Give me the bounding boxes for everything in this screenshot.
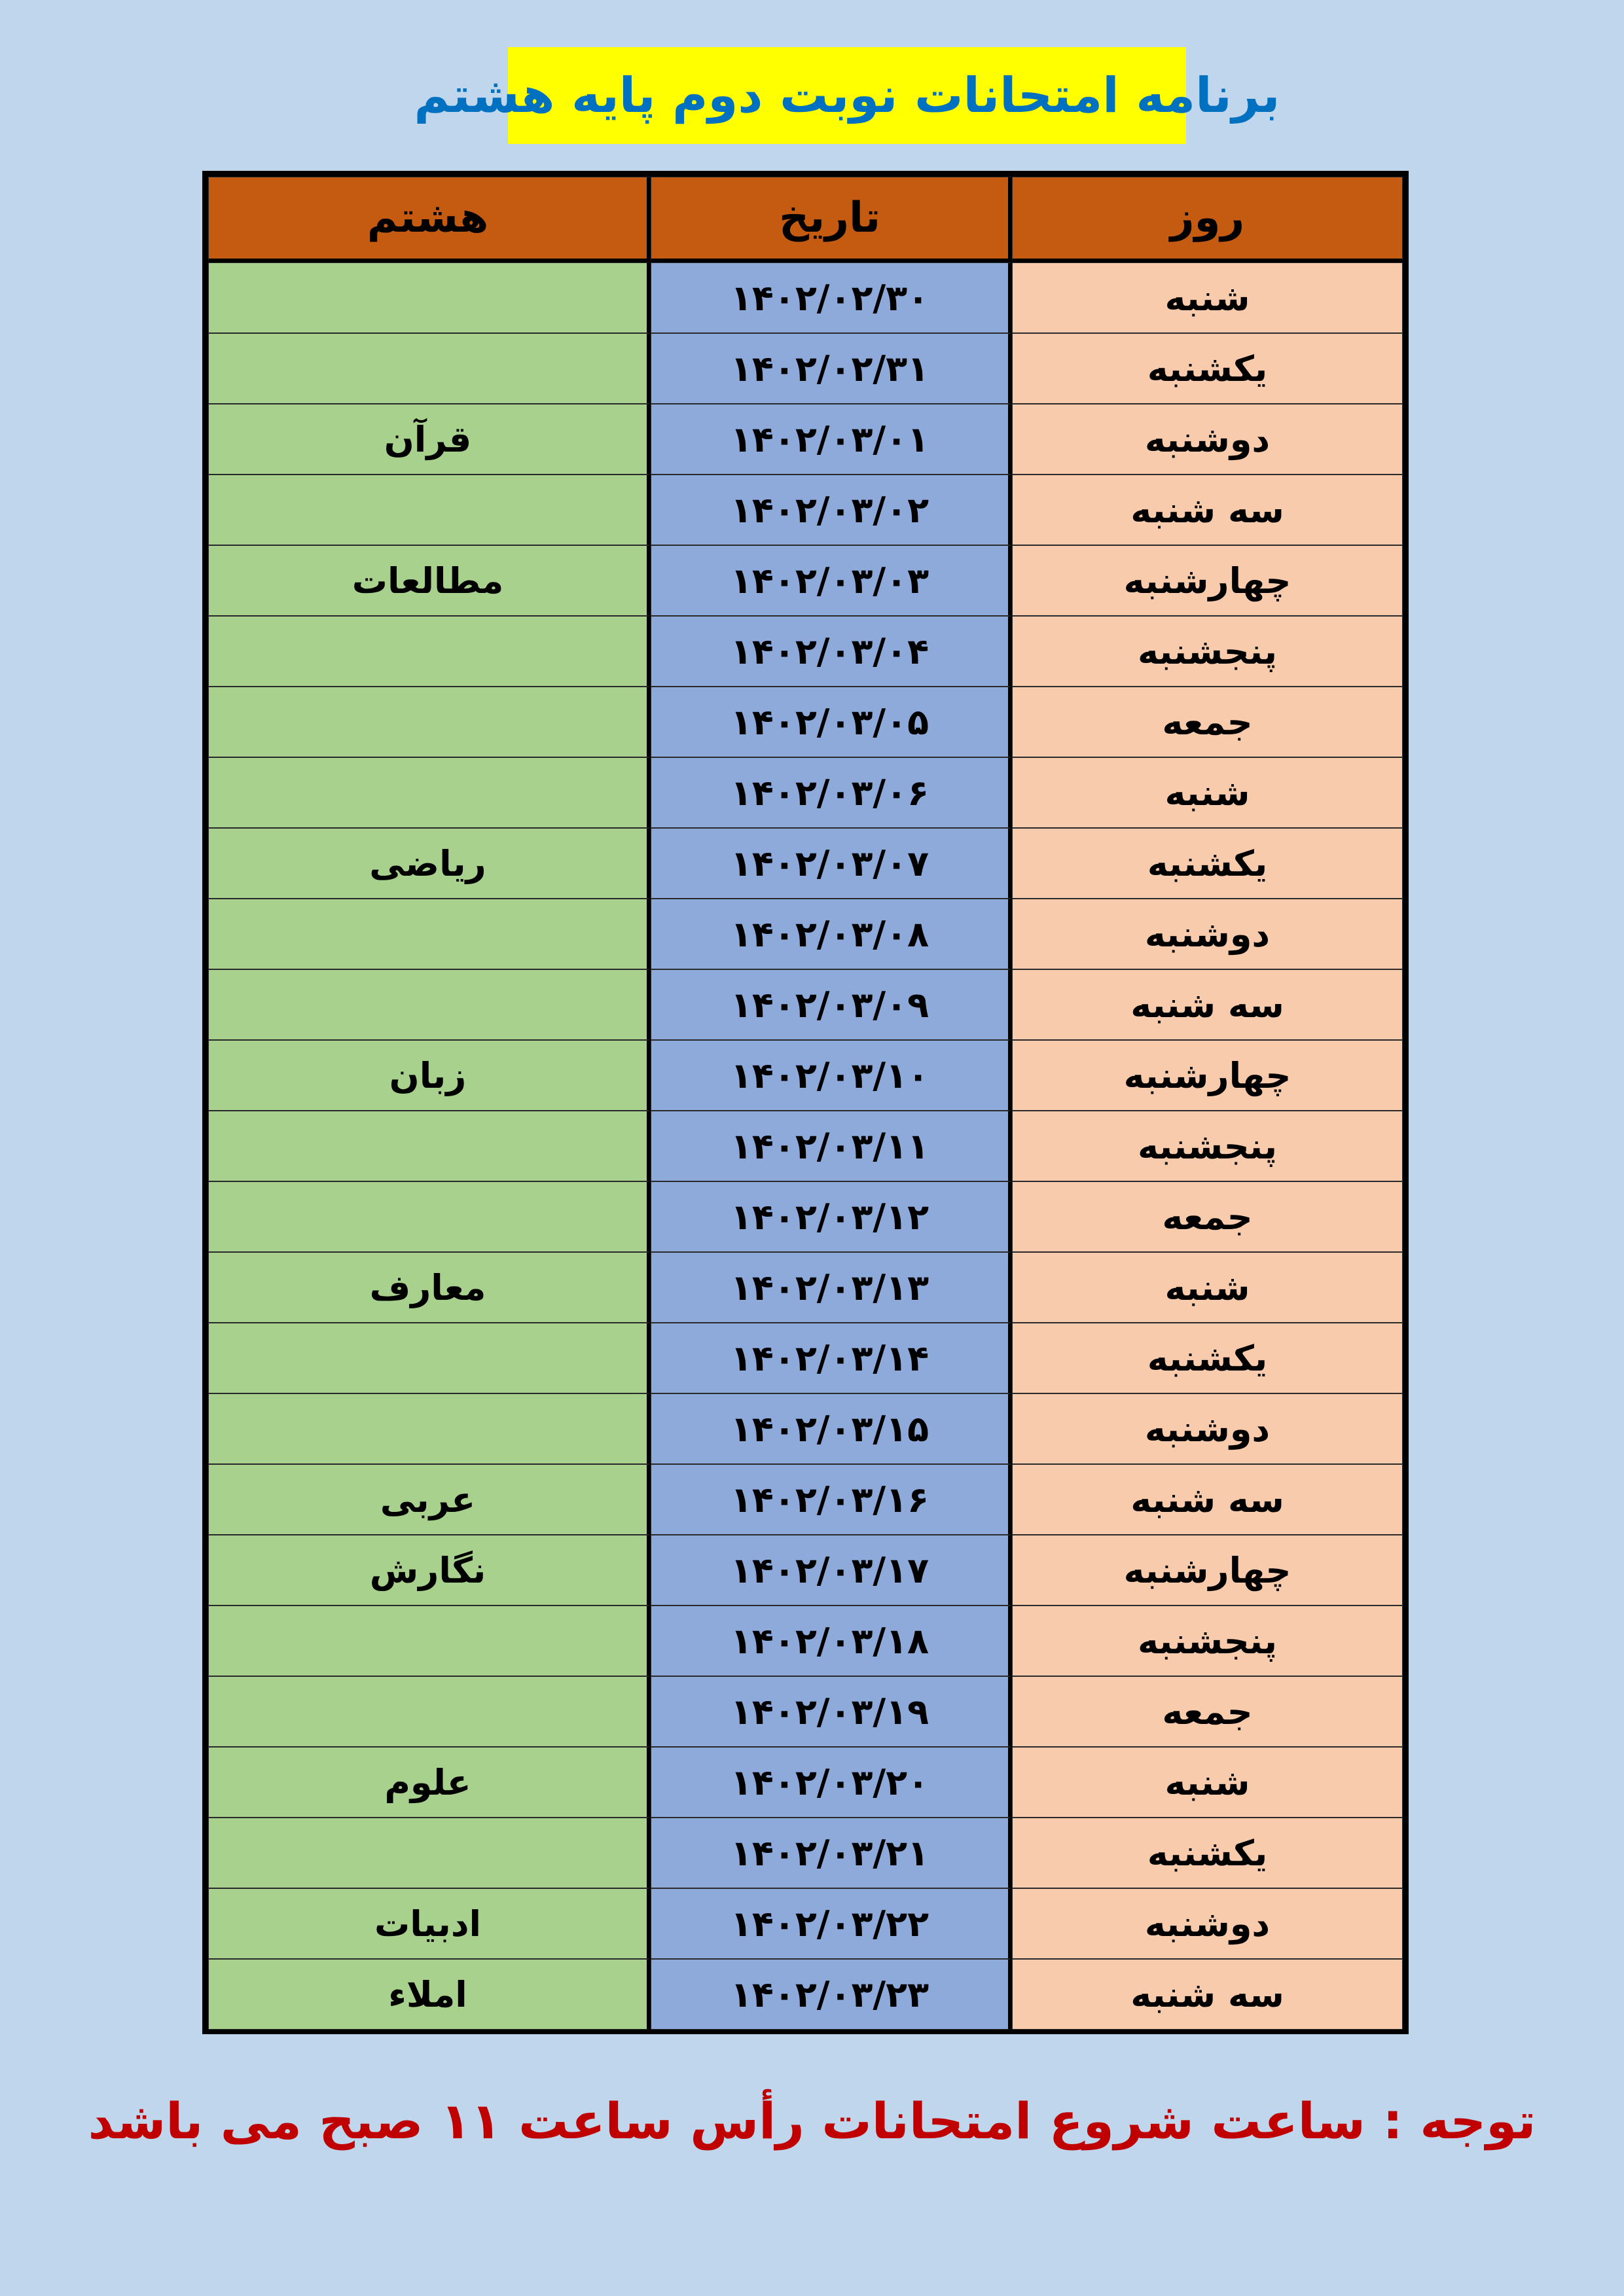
start-time-note: توجه : ساعت شروع امتحانات رأس ساعت ۱۱ صبح می باشد: [88, 2091, 1536, 2150]
table-row: [208, 1535, 1403, 1605]
table-row: [208, 1111, 1403, 1181]
day-cell: جمعه: [1012, 1676, 1403, 1747]
date-cell: ۱۴۰۲/۰۳/۱۳: [651, 1252, 1012, 1323]
subject-cell: [208, 1676, 651, 1747]
table-row: [208, 1747, 1403, 1818]
day-cell: سه شنبه: [1012, 475, 1403, 545]
day-cell: پنجشنبه: [1012, 1605, 1403, 1676]
day-cell: چهارشنبه: [1012, 545, 1403, 616]
table-row: [208, 969, 1403, 1040]
date-cell: ۱۴۰۲/۰۳/۱۶: [651, 1464, 1012, 1535]
day-cell: دوشنبه: [1012, 1393, 1403, 1464]
table-row: [208, 1818, 1403, 1888]
table-row: [208, 757, 1403, 828]
table-row: [208, 333, 1403, 404]
date-cell: ۱۴۰۲/۰۳/۰۵: [651, 687, 1012, 757]
table-row: [208, 687, 1403, 757]
subject-cell: [208, 1111, 651, 1181]
subject-cell: علوم: [208, 1747, 651, 1818]
subject-cell: [208, 1323, 651, 1393]
date-cell: ۱۴۰۲/۰۲/۳۱: [651, 333, 1012, 404]
table-row: [208, 404, 1403, 475]
date-cell: ۱۴۰۲/۰۳/۱۱: [651, 1111, 1012, 1181]
date-cell: ۱۴۰۲/۰۳/۱۲: [651, 1181, 1012, 1252]
date-cell: ۱۴۰۲/۰۳/۰۶: [651, 757, 1012, 828]
table-row: [208, 1464, 1403, 1535]
subject-cell: [208, 333, 651, 404]
subject-cell: معارف: [208, 1252, 651, 1323]
header-subject: هشتم: [208, 177, 651, 262]
table-row: [208, 1393, 1403, 1464]
date-cell: ۱۴۰۲/۰۳/۱۹: [651, 1676, 1012, 1747]
subject-cell: مطالعات: [208, 545, 651, 616]
date-cell: ۱۴۰۲/۰۳/۰۴: [651, 616, 1012, 687]
day-cell: شنبه: [1012, 262, 1403, 333]
day-cell: سه شنبه: [1012, 969, 1403, 1040]
day-cell: چهارشنبه: [1012, 1535, 1403, 1605]
table-row: [208, 1959, 1403, 2030]
date-cell: ۱۴۰۲/۰۳/۱۸: [651, 1605, 1012, 1676]
date-cell: ۱۴۰۲/۰۳/۰۹: [651, 969, 1012, 1040]
day-cell: پنجشنبه: [1012, 1111, 1403, 1181]
subject-cell: [208, 687, 651, 757]
subject-cell: عربی: [208, 1464, 651, 1535]
day-cell: یکشنبه: [1012, 828, 1403, 899]
day-cell: شنبه: [1012, 1252, 1403, 1323]
page-title: برنامه امتحانات نوبت دوم پایه هشتم: [508, 47, 1186, 144]
date-cell: ۱۴۰۲/۰۳/۰۷: [651, 828, 1012, 899]
date-cell: ۱۴۰۲/۰۳/۰۲: [651, 475, 1012, 545]
date-cell: ۱۴۰۲/۰۳/۱۴: [651, 1323, 1012, 1393]
subject-cell: [208, 262, 651, 333]
day-cell: چهارشنبه: [1012, 1040, 1403, 1111]
day-cell: شنبه: [1012, 1747, 1403, 1818]
subject-cell: [208, 1181, 651, 1252]
day-cell: شنبه: [1012, 757, 1403, 828]
subject-cell: [208, 969, 651, 1040]
date-cell: ۱۴۰۲/۰۳/۲۳: [651, 1959, 1012, 2030]
subject-cell: قرآن: [208, 404, 651, 475]
table-row: [208, 545, 1403, 616]
table-row: [208, 1181, 1403, 1252]
date-cell: ۱۴۰۲/۰۲/۳۰: [651, 262, 1012, 333]
table-row: [208, 1323, 1403, 1393]
date-cell: ۱۴۰۲/۰۳/۱۵: [651, 1393, 1012, 1464]
table-row: [208, 899, 1403, 969]
date-cell: ۱۴۰۲/۰۳/۲۰: [651, 1747, 1012, 1818]
day-cell: سه شنبه: [1012, 1959, 1403, 2030]
header-date: تاریخ: [651, 177, 1012, 262]
date-cell: ۱۴۰۲/۰۳/۰۳: [651, 545, 1012, 616]
subject-cell: نگارش: [208, 1535, 651, 1605]
day-cell: دوشنبه: [1012, 1888, 1403, 1959]
table-header-row: [208, 177, 1403, 262]
subject-cell: ریاضی: [208, 828, 651, 899]
day-cell: جمعه: [1012, 687, 1403, 757]
exam-schedule-table-frame: [202, 171, 1409, 2034]
date-cell: ۱۴۰۲/۰۳/۲۱: [651, 1818, 1012, 1888]
date-cell: ۱۴۰۲/۰۳/۰۸: [651, 899, 1012, 969]
subject-cell: [208, 757, 651, 828]
subject-cell: [208, 1393, 651, 1464]
day-cell: جمعه: [1012, 1181, 1403, 1252]
day-cell: یکشنبه: [1012, 333, 1403, 404]
subject-cell: [208, 475, 651, 545]
day-cell: دوشنبه: [1012, 899, 1403, 969]
table-row: [208, 475, 1403, 545]
table-row: [208, 1888, 1403, 1959]
table-row: [208, 1252, 1403, 1323]
table-row: [208, 616, 1403, 687]
day-cell: سه شنبه: [1012, 1464, 1403, 1535]
subject-cell: املاء: [208, 1959, 651, 2030]
table-row: [208, 1040, 1403, 1111]
day-cell: یکشنبه: [1012, 1818, 1403, 1888]
subject-cell: [208, 899, 651, 969]
date-cell: ۱۴۰۲/۰۳/۲۲: [651, 1888, 1012, 1959]
table-row: [208, 1605, 1403, 1676]
subject-cell: زبان: [208, 1040, 651, 1111]
day-cell: یکشنبه: [1012, 1323, 1403, 1393]
table-row: [208, 262, 1403, 333]
day-cell: پنجشنبه: [1012, 616, 1403, 687]
header-day: روز: [1012, 177, 1403, 262]
date-cell: ۱۴۰۲/۰۳/۰۱: [651, 404, 1012, 475]
subject-cell: [208, 616, 651, 687]
date-cell: ۱۴۰۲/۰۳/۱۰: [651, 1040, 1012, 1111]
subject-cell: [208, 1605, 651, 1676]
day-cell: دوشنبه: [1012, 404, 1403, 475]
table-row: [208, 828, 1403, 899]
table-row: [208, 1676, 1403, 1747]
subject-cell: [208, 1818, 651, 1888]
exam-schedule-table: [208, 177, 1403, 2030]
date-cell: ۱۴۰۲/۰۳/۱۷: [651, 1535, 1012, 1605]
subject-cell: ادبیات: [208, 1888, 651, 1959]
